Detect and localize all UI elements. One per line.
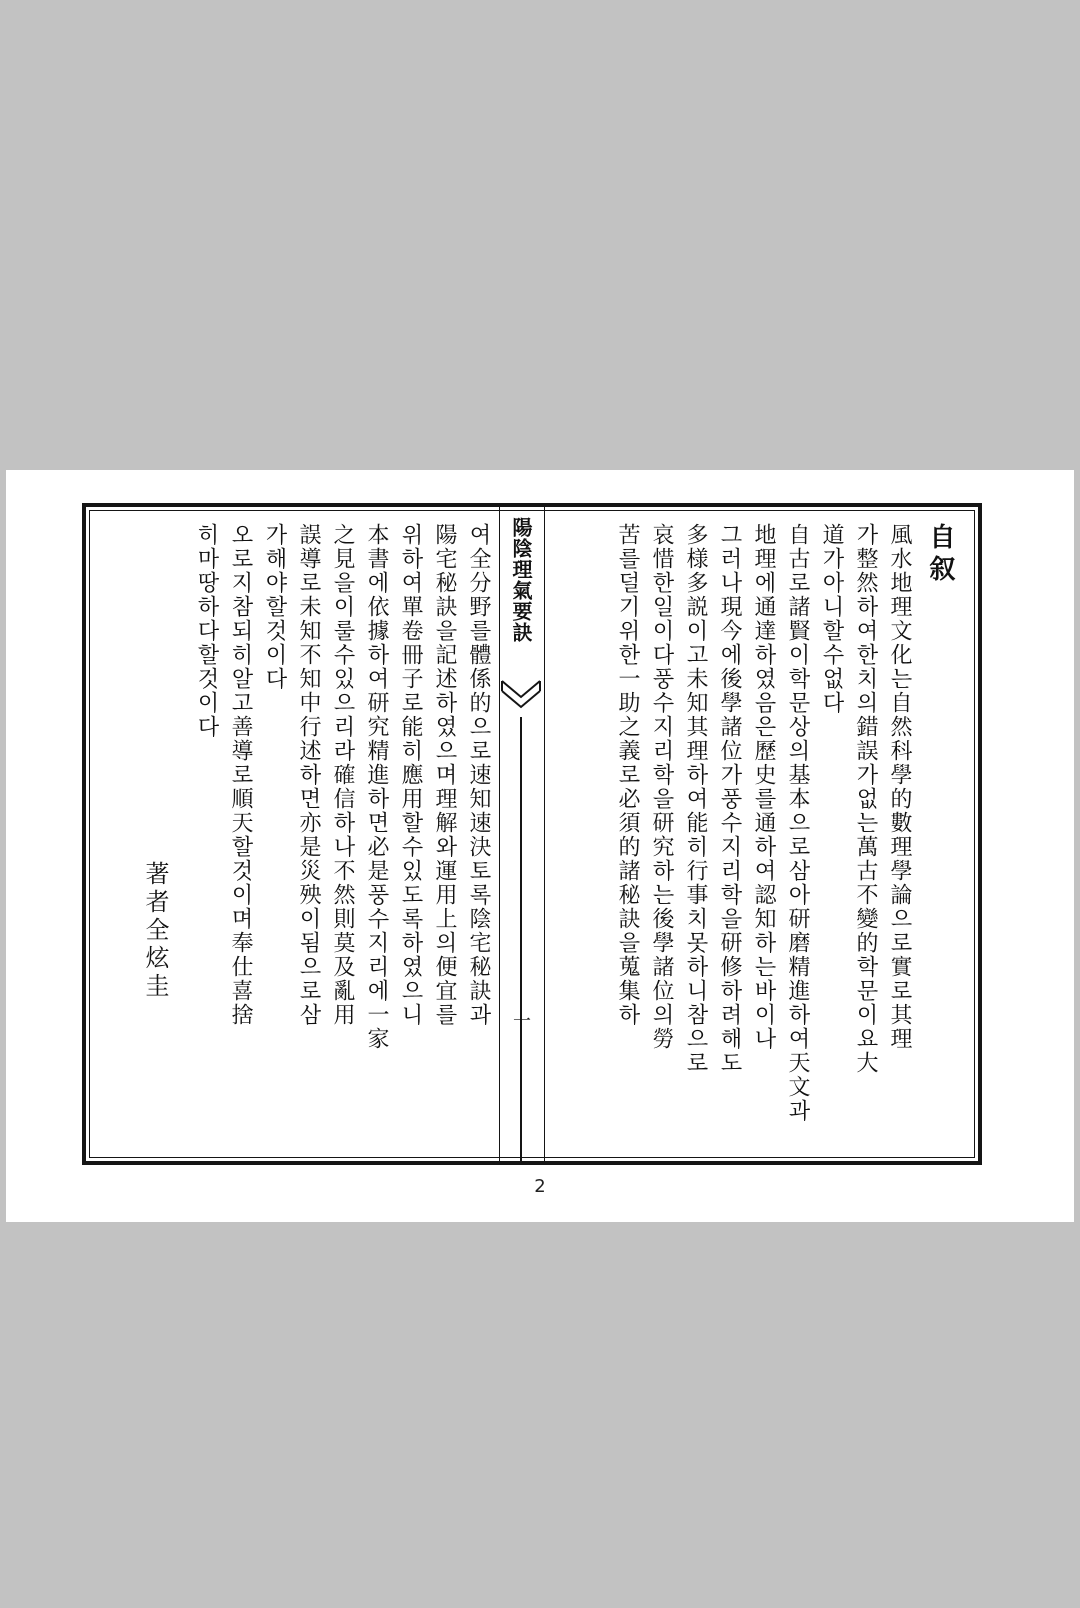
text-column: 위하여單卷冊子로能히應用할수있도록하였으니 bbox=[398, 523, 423, 1027]
text-column: 哀惜한일이다풍수지리학을研究하는後學諸位의勞 bbox=[649, 523, 674, 1051]
text-column: 陽宅秘訣을記述하였으며理解와運用上의便宜를 bbox=[432, 523, 457, 1027]
gutter-rule bbox=[520, 717, 522, 1161]
text-column: 오로지참되히알고善導로順天할것이며奉仕喜捨 bbox=[228, 523, 253, 1027]
gutter-page-number: 一 bbox=[513, 1011, 531, 1032]
author-name: 全炫圭 bbox=[141, 917, 169, 1001]
text-column: 苦를덜기위한一助之義로必須的諸秘訣을蒐集하 bbox=[615, 523, 640, 1027]
text-column: 誤導로未知不知中行述하면亦是災殃이됨으로삼 bbox=[296, 523, 321, 1027]
text-column: 그러나現今에後學諸位가풍수지리학을研修하려해도 bbox=[717, 523, 742, 1075]
text-column: 自古로諸賢이학문상의基本으로삼아研磨精進하여天文과 bbox=[785, 523, 810, 1123]
text-column: 히마땅하다할것이다 bbox=[194, 523, 219, 739]
text-column: 여全分野를體係的으로速知速決토록陰宅秘訣과 bbox=[466, 523, 491, 1027]
text-column: 多様多説이고未知其理하여能히行事치못하니참으로 bbox=[683, 523, 708, 1075]
text-column: 之見을이룰수있으리라確信하나不然則莫及亂用 bbox=[330, 523, 355, 1027]
text-column: 風水地理文化는自然科學的數理學論으로實로其理 bbox=[887, 523, 912, 1051]
text-column: 가해야할것이다 bbox=[262, 523, 287, 691]
spacer bbox=[175, 523, 189, 1161]
text-column: 本書에依據하여研究精進하면必是풍수지리에一家 bbox=[364, 523, 389, 1051]
center-gutter bbox=[499, 507, 545, 1161]
right-text-block bbox=[543, 507, 978, 1161]
fish-tail-mark-icon bbox=[500, 677, 542, 717]
document-page bbox=[6, 470, 1074, 1222]
author-label: 著者 bbox=[141, 861, 169, 917]
text-column: 道가아니할수없다 bbox=[819, 523, 844, 715]
page-frame bbox=[82, 503, 982, 1165]
author-line bbox=[135, 861, 175, 1161]
text-column: 地理에通達하였음은歷史를通하여認知하는바이나 bbox=[751, 523, 776, 1051]
left-text-block bbox=[94, 507, 499, 1161]
running-head: 陽陰理氣要訣 bbox=[509, 517, 533, 643]
text-column: 가整然하여한치의錯誤가없는萬古不變的학문이요大 bbox=[853, 523, 878, 1075]
section-title: 自叙 bbox=[925, 523, 955, 587]
page-number: 2 bbox=[534, 1176, 546, 1197]
